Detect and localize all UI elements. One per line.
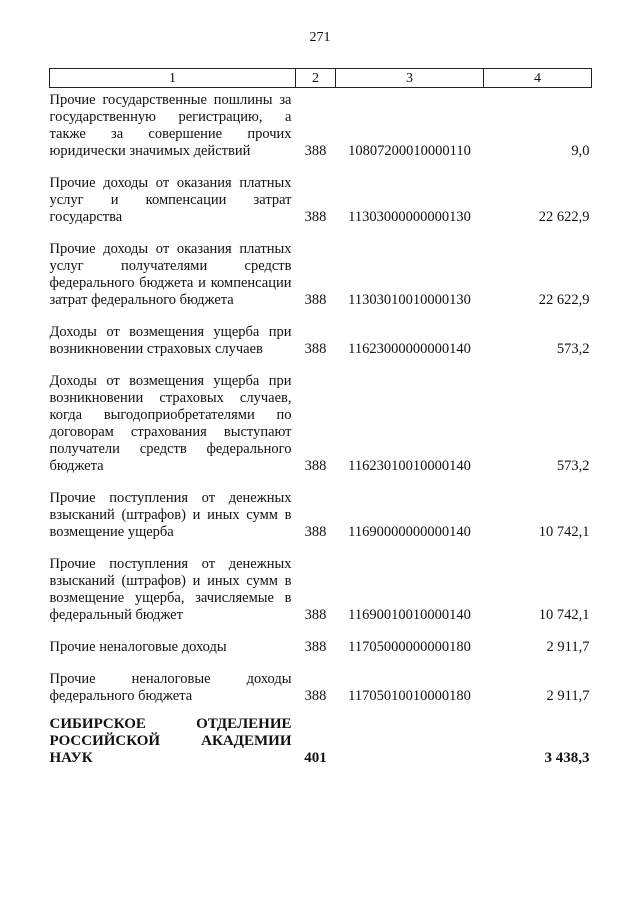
row-admin-code: 388 [304,292,327,308]
column-header-4: 4 [484,69,592,88]
table-row [50,365,592,482]
row-name: Прочие поступления от денежных взысканий (штрафов) и иных сумм в возмещение ущерба [49,490,292,540]
row-budget-code: 10807200010000110 [348,143,471,159]
table-row [50,482,592,548]
total-admin-code: 401 [304,750,327,766]
row-name: Прочие доходы от оказания платных услуг и компенсации затрат государства [49,175,292,225]
row-admin-code: 388 [304,341,327,357]
revenue-table [49,68,592,767]
row-admin-code: 388 [304,607,327,623]
row-amount: 10 742,1 [538,524,590,540]
column-header-3: 3 [336,69,484,88]
row-budget-code: 11690000000000140 [348,524,471,540]
row-budget-code: 11705000000000180 [348,639,471,655]
row-admin-code: 388 [304,143,327,159]
table-row [50,663,592,712]
column-header-1: 1 [50,69,296,88]
row-admin-code: 388 [304,209,327,225]
row-amount: 573,2 [556,341,590,357]
row-amount: 2 911,7 [546,688,590,704]
row-name: Прочие государственные пошлины за государственную регистрацию, а также за совершение прочих юридически значимых действий [49,92,292,159]
row-admin-code: 388 [304,458,327,474]
row-budget-code: 11303010010000130 [348,292,471,308]
row-amount: 2 911,7 [546,639,590,655]
total-amount: 3 438,3 [544,750,590,766]
row-budget-code: 11690010010000140 [348,607,471,623]
row-budget-code: 11623000000000140 [348,341,471,357]
row-name: Доходы от возмещения ущерба при возникновении страховых случаев, когда выгодоприобретателями по договорам страхования выступают получатели средств федерального бюджета [49,373,292,474]
table-row [50,316,592,365]
table-header-row [50,69,592,88]
table-row [50,167,592,233]
page-number: 271 [309,30,331,45]
table-row [50,233,592,316]
row-name: Доходы от возмещения ущерба при возникновении страховых случаев [49,324,292,357]
total-budget-code [336,712,484,767]
row-budget-code: 11705010010000180 [348,688,471,704]
table-row [50,548,592,631]
total-row [50,712,592,767]
row-name: Прочие неналоговые доходы федерального бюджета [49,671,292,704]
row-budget-code: 11623010010000140 [348,458,471,474]
row-amount: 573,2 [556,458,590,474]
row-name: Прочие неналоговые доходы [49,639,227,655]
table-row [50,88,592,168]
row-budget-code: 11303000000000130 [348,209,471,225]
total-name: СИБИРСКОЕ ОТДЕЛЕНИЕ РОССИЙСКОЙ АКАДЕМИИ НАУК [49,716,292,766]
row-name: Прочие доходы от оказания платных услуг получателями средств федерального бюджета и компенсации затрат федерального бюджета [49,241,292,308]
row-amount: 10 742,1 [538,607,590,623]
row-admin-code: 388 [304,688,327,704]
column-header-2: 2 [296,69,336,88]
table-row [50,631,592,663]
row-amount: 22 622,9 [538,209,590,225]
row-admin-code: 388 [304,639,327,655]
row-amount: 22 622,9 [538,292,590,308]
row-admin-code: 388 [304,524,327,540]
row-name: Прочие поступления от денежных взысканий (штрафов) и иных сумм в возмещение ущерба, зачисляемые в федеральный бюджет [49,556,292,623]
row-amount: 9,0 [571,143,590,159]
